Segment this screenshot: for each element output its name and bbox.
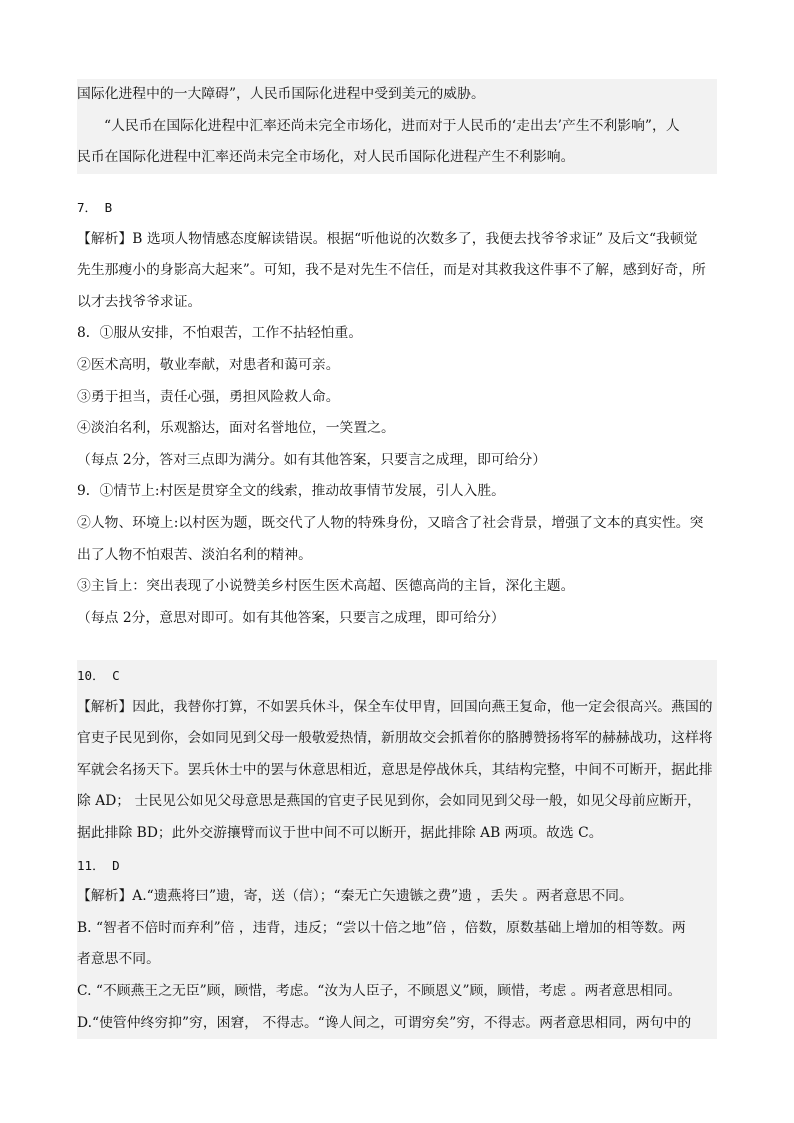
- text-line: 民币在国际化进程中汇率还尚未完全市场化，对人民币国际化进程产生不利影响。: [77, 149, 575, 166]
- text-line: 【解析】B 选项人物情感态度解读错误。根据“听他说的次数多了，我便去找爷爷求证” 及后文“我顿觉: [77, 230, 698, 247]
- text-line: 官吏子民见到你，会如同见到父母一般敬爱热情，新朋故交会抓着你的胳膊赞扬将军的赫赫战功，这样将: [77, 730, 713, 747]
- text-line: ②人物、环境上:以村医为题，既交代了人物的特殊身份，又暗含了社会背景，增强了文本的真实性。突: [77, 514, 704, 531]
- question-number: 7． B: [77, 200, 113, 215]
- text-line: 以才去找爷爷求证。: [77, 293, 202, 310]
- answer-section-7-9: [77, 192, 717, 634]
- text-line: （每点 2分，意思对即可。如有其他答案，只要言之成理，即可给分）: [77, 609, 505, 626]
- text-line: 者意思不同。: [77, 951, 160, 968]
- answer-section-10-11: [77, 660, 717, 1039]
- question-number: 10． C: [77, 668, 120, 683]
- text-line: 【解析】A.“遗燕将曰”遗，寄，送（信）；“秦无亡矢遗镞之费”遗 ，丢失 。两者意思不同。: [77, 888, 633, 905]
- text-line: “人民币在国际化进程中汇率还尚未完全市场化，进而对于人民币的‘走出去’产生不利影响”，人: [104, 117, 680, 134]
- text-line: ④淡泊名利，乐观豁达，面对名誉地位，一笑置之。: [77, 420, 395, 437]
- text-line: 据此排除 BD；此外交游攘臂而议于世中间不可以断开，据此排除 AB 两项。故选 C。: [77, 824, 603, 841]
- text-line: 出了人物不怕艰苦、淡泊名利的精神。: [77, 546, 312, 563]
- text-line: ②医术高明，敬业奉献，对患者和蔼可亲。: [77, 356, 340, 373]
- text-line: 【解析】因此，我替你打算，不如罢兵休斗，保全车仗甲胄，回国向燕王复命，他一定会很高兴。燕国的: [77, 698, 713, 715]
- text-line: ③勇于担当，责任心强，勇担风险救人命。: [77, 388, 340, 405]
- question-number: 11． D: [77, 857, 120, 873]
- text-line: ③主旨上：突出表现了小说赞美乡村医生医术高超、医德高尚的主旨，深化主题。: [77, 578, 575, 595]
- text-line: C. “不顾燕王之无臣”顾，顾惜，考虑。“汝为人臣子，不顾恩义”顾，顾惜，考虑 。两者意思相同。: [77, 982, 682, 999]
- answer-section-6-continued: [77, 79, 717, 174]
- text-line: 除 AD； 士民见公如见父母意思是燕国的官吏子民见到你，会如同见到父母一般，如见父母前应断开，: [77, 793, 701, 810]
- text-line: 先生那瘦小的身影高大起来”。可知，我不是对先生不信任，而是对其救我这件事不了解，感到好奇，所: [77, 262, 706, 279]
- text-line: B. “智者不倍时而弃利”倍 ，违背，违反；“尝以十倍之地”倍 ，倍数，原数基础上增加的相等数。两: [77, 919, 686, 936]
- text-line: 9．①情节上:村医是贯穿全文的线索，推动故事情节发展，引人入胜。: [77, 483, 505, 500]
- text-line: 国际化进程中的一大障碍”，人民币国际化进程中受到美元的威胁。: [77, 86, 485, 102]
- text-line: （每点 2分，答对三点即为满分。如有其他答案，只要言之成理，即可给分）: [77, 451, 547, 468]
- text-line: D.“使管仲终穷抑”穷，困窘， 不得志。“谗人间之，可谓穷矣”穷，不得志。两者意思相同，两句中的: [77, 1014, 692, 1031]
- text-line: 军就会名扬天下。罢兵休士中的罢与休意思相近，意思是停战休兵，其结构完整，中间不可断开，据此排: [77, 761, 713, 778]
- text-line: 8．①服从安排，不怕艰苦，工作不拈轻怕重。: [77, 325, 363, 342]
